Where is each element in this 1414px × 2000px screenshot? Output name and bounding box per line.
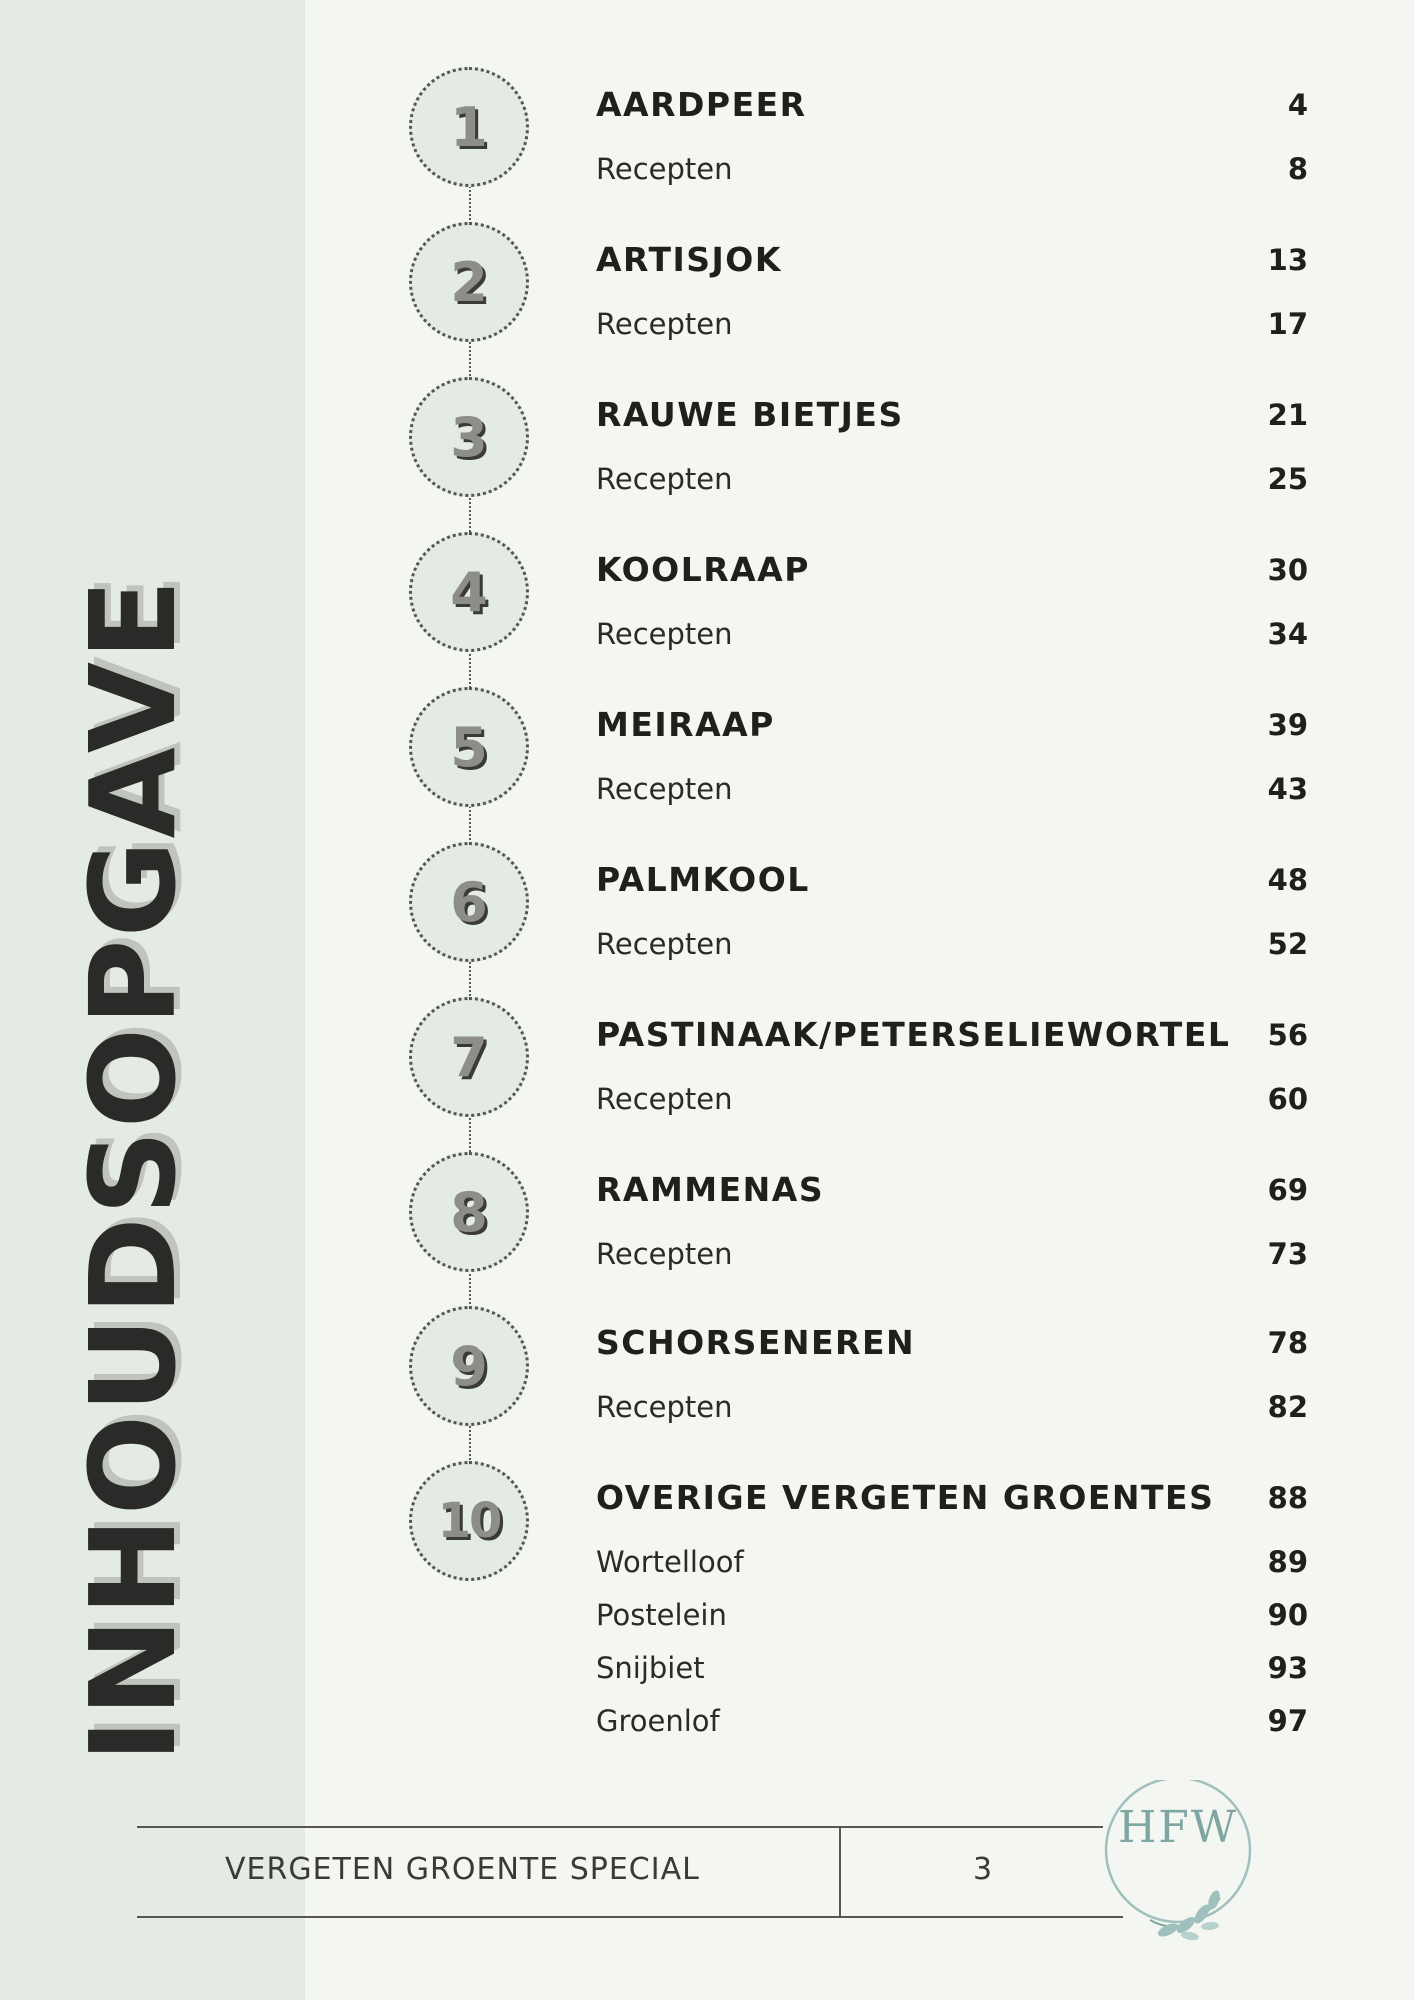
sub-entry-label[interactable]: Wortelloof bbox=[596, 1545, 744, 1579]
svg-text:HFW bbox=[1118, 1802, 1238, 1853]
sub-entry-page-number: 17 bbox=[1267, 307, 1308, 341]
footer-page-number: 3 bbox=[973, 1852, 994, 1887]
sub-entry-label[interactable]: Recepten bbox=[596, 1082, 733, 1116]
sub-entry-page-number: 8 bbox=[1287, 152, 1308, 186]
chapter-title[interactable]: SCHORSENEREN bbox=[596, 1323, 916, 1362]
footer-publication: VERGETEN GROENTE SPECIAL bbox=[225, 1852, 700, 1887]
chapter-title[interactable]: ARTISJOK bbox=[596, 240, 782, 279]
sub-entry-page-number: 82 bbox=[1267, 1390, 1308, 1424]
sub-entry-label[interactable]: Groenlof bbox=[596, 1704, 720, 1738]
chapter-number-circle: 5 bbox=[409, 687, 529, 807]
chapter-title[interactable]: PASTINAAK/PETERSELIEWORTEL bbox=[596, 1015, 1231, 1054]
logo-letters-top: HFW bbox=[1117, 1802, 1239, 1853]
sub-entry-label[interactable]: Recepten bbox=[596, 307, 733, 341]
chapter-page-number: 78 bbox=[1267, 1326, 1308, 1360]
sub-entry-page-number: 90 bbox=[1267, 1598, 1308, 1632]
footer-top-rule bbox=[137, 1826, 1103, 1828]
sub-entry-label[interactable]: Snijbiet bbox=[596, 1651, 705, 1685]
chapter-number-circle: 6 bbox=[409, 842, 529, 962]
sub-entry-label[interactable]: Recepten bbox=[596, 617, 733, 651]
chapter-page-number: 21 bbox=[1267, 398, 1308, 432]
page-title: INHOUDSOPGAVE bbox=[64, 577, 202, 1763]
chapter-title[interactable]: AARDPEER bbox=[596, 85, 807, 124]
sub-entry-label[interactable]: Recepten bbox=[596, 772, 733, 806]
chapter-number-circle: 2 bbox=[409, 222, 529, 342]
sub-entry-page-number: 73 bbox=[1267, 1237, 1308, 1271]
leaf-wreath-icon bbox=[1090, 1780, 1280, 1970]
chapter-title[interactable]: MEIRAAP bbox=[596, 705, 775, 744]
chapter-page-number: 88 bbox=[1267, 1481, 1308, 1515]
sub-entry-label[interactable]: Recepten bbox=[596, 1237, 733, 1271]
chapter-page-number: 4 bbox=[1287, 88, 1308, 122]
chapter-page-number: 13 bbox=[1267, 243, 1308, 277]
chapter-title[interactable]: PALMKOOL bbox=[596, 860, 810, 899]
sub-entry-page-number: 34 bbox=[1267, 617, 1308, 651]
chapter-page-number: 69 bbox=[1267, 1173, 1308, 1207]
chapter-title[interactable]: OVERIGE VERGETEN GROENTES bbox=[596, 1478, 1215, 1517]
hfw-logo bbox=[1090, 1780, 1280, 1970]
sub-entry-page-number: 93 bbox=[1267, 1651, 1308, 1685]
footer-divider bbox=[839, 1826, 841, 1918]
sub-entry-page-number: 97 bbox=[1267, 1704, 1308, 1738]
sub-entry-label[interactable]: Recepten bbox=[596, 927, 733, 961]
sub-entry-label[interactable]: Recepten bbox=[596, 462, 733, 496]
chapter-page-number: 48 bbox=[1267, 863, 1308, 897]
sub-entry-page-number: 52 bbox=[1267, 927, 1308, 961]
sub-entry-label[interactable]: Recepten bbox=[596, 152, 733, 186]
sub-entry-page-number: 89 bbox=[1267, 1545, 1308, 1579]
sub-entry-page-number: 25 bbox=[1267, 462, 1308, 496]
chapter-number-circle: 10 bbox=[409, 1461, 529, 1581]
chapter-title[interactable]: RAMMENAS bbox=[596, 1170, 825, 1209]
chapter-number-circle: 1 bbox=[409, 67, 529, 187]
chapter-page-number: 56 bbox=[1267, 1018, 1308, 1052]
sub-entry-label[interactable]: Recepten bbox=[596, 1390, 733, 1424]
chapter-number-circle: 4 bbox=[409, 532, 529, 652]
chapter-page-number: 30 bbox=[1267, 553, 1308, 587]
chapter-number-circle: 9 bbox=[409, 1306, 529, 1426]
chapter-number-circle: 8 bbox=[409, 1152, 529, 1272]
chapter-number-circle: 7 bbox=[409, 997, 529, 1117]
sub-entry-page-number: 43 bbox=[1267, 772, 1308, 806]
chapter-page-number: 39 bbox=[1267, 708, 1308, 742]
chapter-title[interactable]: RAUWE BIETJES bbox=[596, 395, 904, 434]
chapter-title[interactable]: KOOLRAAP bbox=[596, 550, 810, 589]
footer-bottom-rule bbox=[137, 1916, 1123, 1918]
sub-entry-label[interactable]: Postelein bbox=[596, 1598, 727, 1632]
chapter-number-circle: 3 bbox=[409, 377, 529, 497]
sub-entry-page-number: 60 bbox=[1267, 1082, 1308, 1116]
